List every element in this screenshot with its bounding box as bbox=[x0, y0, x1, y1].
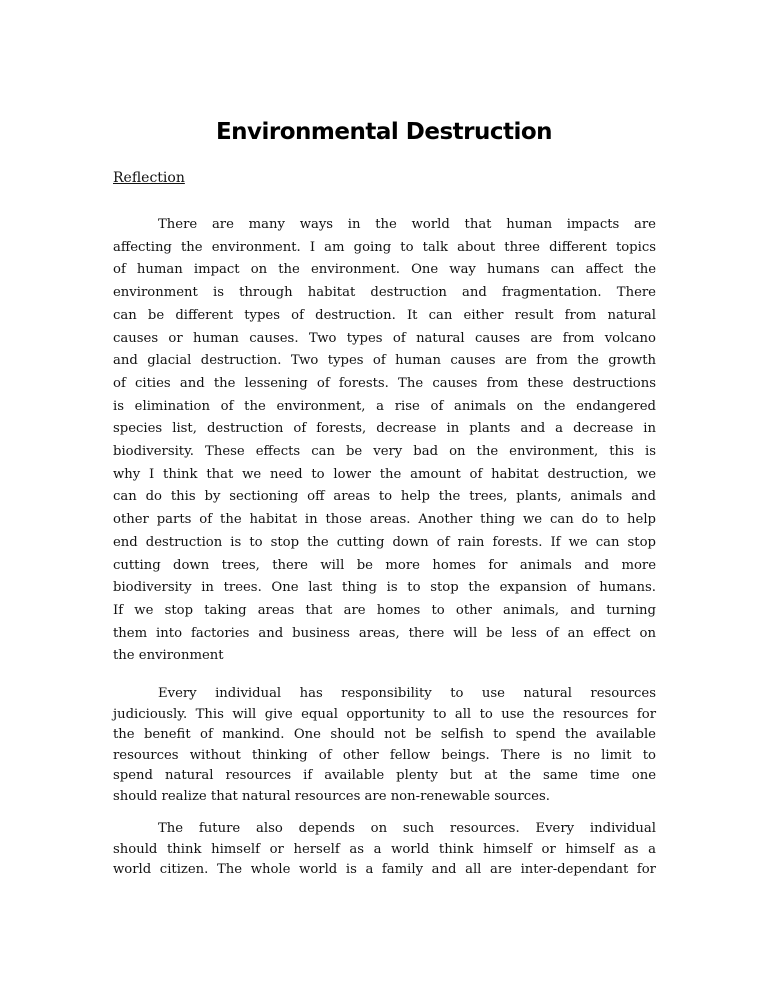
paragraph-line: them into factories and business areas, there will be less of an effect on bbox=[113, 625, 656, 641]
paragraph-line: resources without thinking of other fellow beings. There is no limit to bbox=[113, 747, 656, 763]
paragraph-line: environment is through habitat destruction and fragmentation. There bbox=[113, 285, 656, 301]
paragraph-2 bbox=[113, 684, 656, 807]
paragraph-1 bbox=[113, 214, 656, 668]
paragraph-line: If we stop taking areas that are homes to other animals, and turning bbox=[113, 602, 656, 618]
paragraph-line: can be different types of destruction. It can either result from natural bbox=[113, 307, 656, 323]
paragraph-line: cutting down trees, there will be more homes for animals and more bbox=[113, 557, 656, 573]
paragraph-line: Every individual has responsibility to use natural resources bbox=[158, 686, 656, 701]
paragraph-line: The future also depends on such resources. Every individual bbox=[158, 821, 656, 836]
paragraph-line: the environment bbox=[113, 648, 224, 664]
paragraph-line: spend natural resources if available plenty but at the same time one bbox=[113, 768, 656, 783]
paragraph-line: and glacial destruction. Two types of human causes are from the growth bbox=[113, 353, 656, 369]
paragraph-line: species list, destruction of forests, decrease in plants and a decrease in bbox=[113, 421, 656, 437]
paragraph-3 bbox=[113, 819, 656, 881]
paragraph-line: of cities and the lessening of forests. The causes from these destructions bbox=[113, 375, 656, 391]
paragraph-line: the benefit of mankind. One should not be selfish to spend the available bbox=[113, 727, 656, 742]
paragraph-line: is elimination of the environment, a rise of animals on the endangered bbox=[113, 398, 656, 414]
document-title: Environmental Destruction bbox=[215, 119, 553, 145]
paragraph-line: biodiversity in trees. One last thing is to stop the expansion of humans. bbox=[113, 580, 656, 596]
paragraph-line: other parts of the habitat in those areas. Another thing we can do to help bbox=[113, 512, 656, 528]
paragraph-line: should realize that natural resources are non-renewable sources. bbox=[113, 788, 550, 804]
paragraph-line: can do this by sectioning off areas to help the trees, plants, animals and bbox=[113, 489, 656, 505]
paragraph-line: of human impact on the environment. One way humans can affect the bbox=[113, 262, 656, 278]
paragraph-line: world citizen. The whole world is a family and all are inter-dependant for bbox=[113, 862, 656, 877]
paragraph-line: affecting the environment. I am going to talk about three different topics bbox=[113, 239, 656, 255]
paragraph-line: There are many ways in the world that human impacts are bbox=[158, 217, 656, 232]
section-heading: Reflection bbox=[113, 170, 185, 186]
paragraph-line: causes or human causes. Two types of natural causes are from volcano bbox=[113, 330, 656, 346]
paragraph-line: why I think that we need to lower the amount of habitat destruction, we bbox=[113, 466, 656, 482]
paragraph-line: end destruction is to stop the cutting down of rain forests. If we can stop bbox=[113, 534, 656, 550]
paragraph-line: should think himself or herself as a world think himself or himself as a bbox=[113, 841, 656, 857]
paragraph-line: biodiversity. These effects can be very bad on the environment, this is bbox=[113, 444, 656, 460]
paragraph-line: judiciously. This will give equal opportunity to all to use the resources for bbox=[113, 706, 656, 722]
